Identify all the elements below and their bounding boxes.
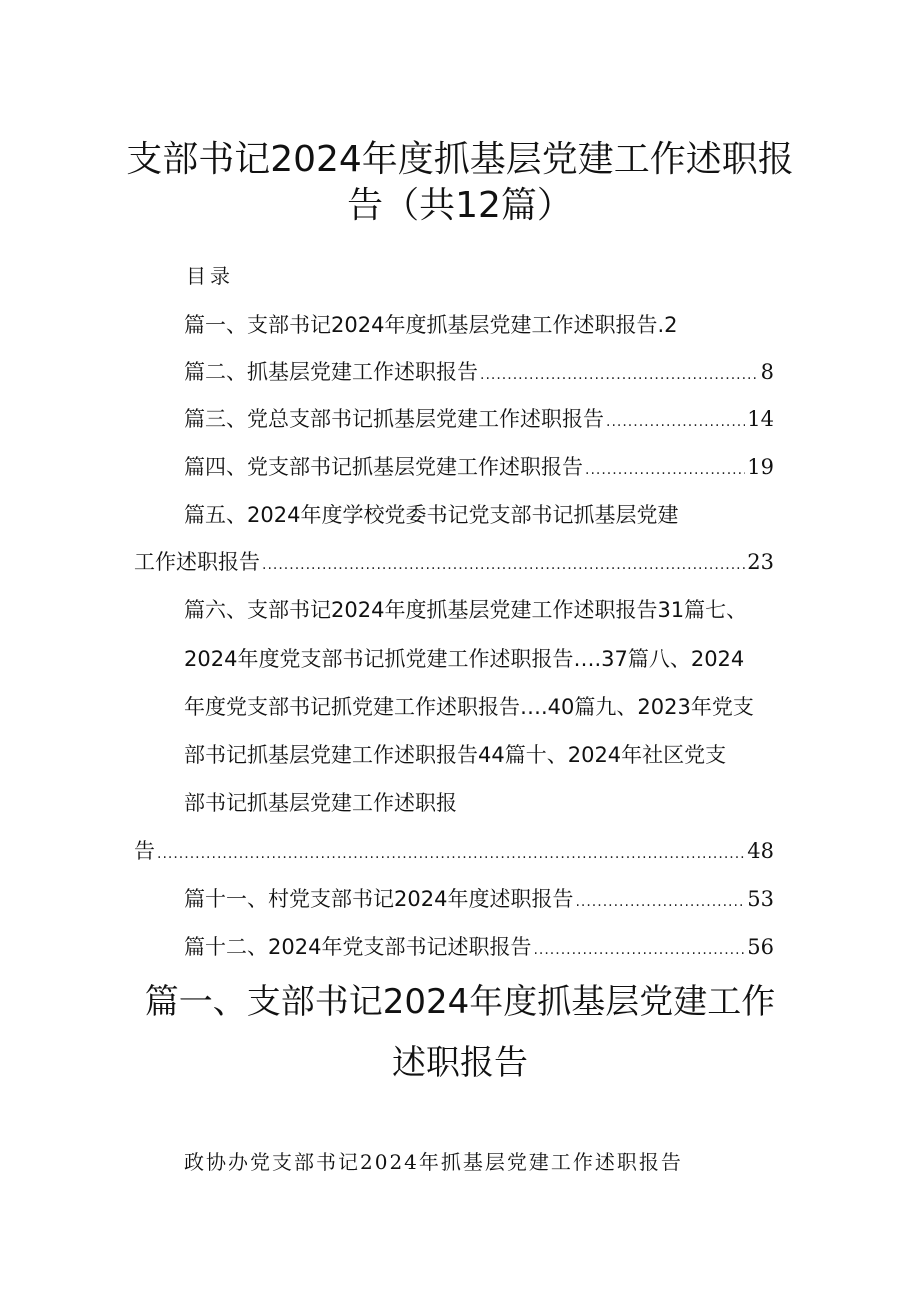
toc-entry-2[interactable]: [184, 357, 774, 390]
toc-entry-text: 篇五、2024年度学校党委书记党支部书记抓基层党建: [184, 503, 679, 527]
toc-entry-5-line1[interactable]: [184, 500, 774, 530]
toc-page-number: 23: [747, 550, 774, 574]
toc-paragraph-line: [184, 740, 804, 770]
toc-entry-text: 篇十二、2024年党支部书记述职报告: [184, 935, 532, 959]
toc-page-number: 53: [747, 887, 774, 911]
toc-paragraph-line: [184, 692, 804, 722]
toc-leader-dots: [585, 455, 745, 485]
toc-leader-dots: [157, 839, 745, 869]
toc-paragraph-text: 2024年度党支部书记抓党建工作述职报告….37篇八、2024: [184, 647, 745, 671]
toc-paragraph-text: 部书记抓基层党建工作述职报告44篇十、2024年社区党支: [184, 743, 727, 767]
toc-page-number: 8: [760, 360, 774, 384]
toc-paragraph-text: 部书记抓基层党建工作述职报: [184, 791, 457, 815]
toc-entry-text: 篇二、抓基层党建工作述职报告: [184, 360, 478, 384]
toc-paragraph-text: 篇六、支部书记2024年度抓基层党建工作述职报告31篇七、: [184, 598, 748, 622]
toc-entry-4[interactable]: [184, 452, 774, 485]
toc-heading: 目录: [186, 264, 234, 288]
document-title-line2: 告（共12篇）: [347, 185, 573, 226]
toc-entry-3[interactable]: [184, 404, 774, 437]
toc-entry-12[interactable]: [184, 932, 774, 965]
toc-leader-dots: [533, 935, 745, 965]
body-first-line: 政协办党支部书记2024年抓基层党建工作述职报告: [184, 1150, 683, 1174]
toc-entry-text: 告: [134, 839, 155, 863]
toc-entry-5-line2[interactable]: [134, 547, 774, 580]
toc-page-number: 56: [747, 935, 774, 959]
toc-entry-text: 篇三、党总支部书记抓基层党建工作述职报告: [184, 407, 604, 431]
toc-entry-1[interactable]: [184, 310, 744, 340]
toc-entry-text: 工作述职报告: [134, 550, 260, 574]
toc-page-number: 14: [747, 407, 774, 431]
toc-leader-dots: [480, 360, 759, 390]
toc-paragraph-line: [184, 644, 804, 674]
document-title-line1: 支部书记2024年度抓基层党建工作述职报: [126, 139, 794, 180]
toc-entry-11[interactable]: [184, 884, 774, 917]
toc-paragraph-line: [184, 595, 804, 625]
toc-entry-text: 篇十一、村党支部书记2024年度述职报告: [184, 887, 574, 911]
toc-page-number: 48: [747, 839, 774, 863]
section-title-line1: 篇一、支部书记2024年度抓基层党建工作: [144, 982, 776, 1022]
toc-paragraph-line: [184, 788, 804, 818]
toc-entry-text: 篇四、党支部书记抓基层党建工作述职报告: [184, 455, 583, 479]
toc-paragraph-text: 年度党支部书记抓党建工作述职报告….40篇九、2023年党支: [184, 695, 754, 719]
toc-page-number: 19: [747, 455, 774, 479]
toc-leader-dots: [262, 550, 745, 580]
toc-leader-dots: [606, 407, 745, 437]
toc-leader-dots: [575, 887, 745, 917]
section-title-line2: 述职报告: [392, 1043, 528, 1083]
toc-entry-text: 篇一、支部书记2024年度抓基层党建工作述职报告.2: [184, 313, 678, 337]
toc-paragraph-tail[interactable]: [134, 836, 774, 869]
